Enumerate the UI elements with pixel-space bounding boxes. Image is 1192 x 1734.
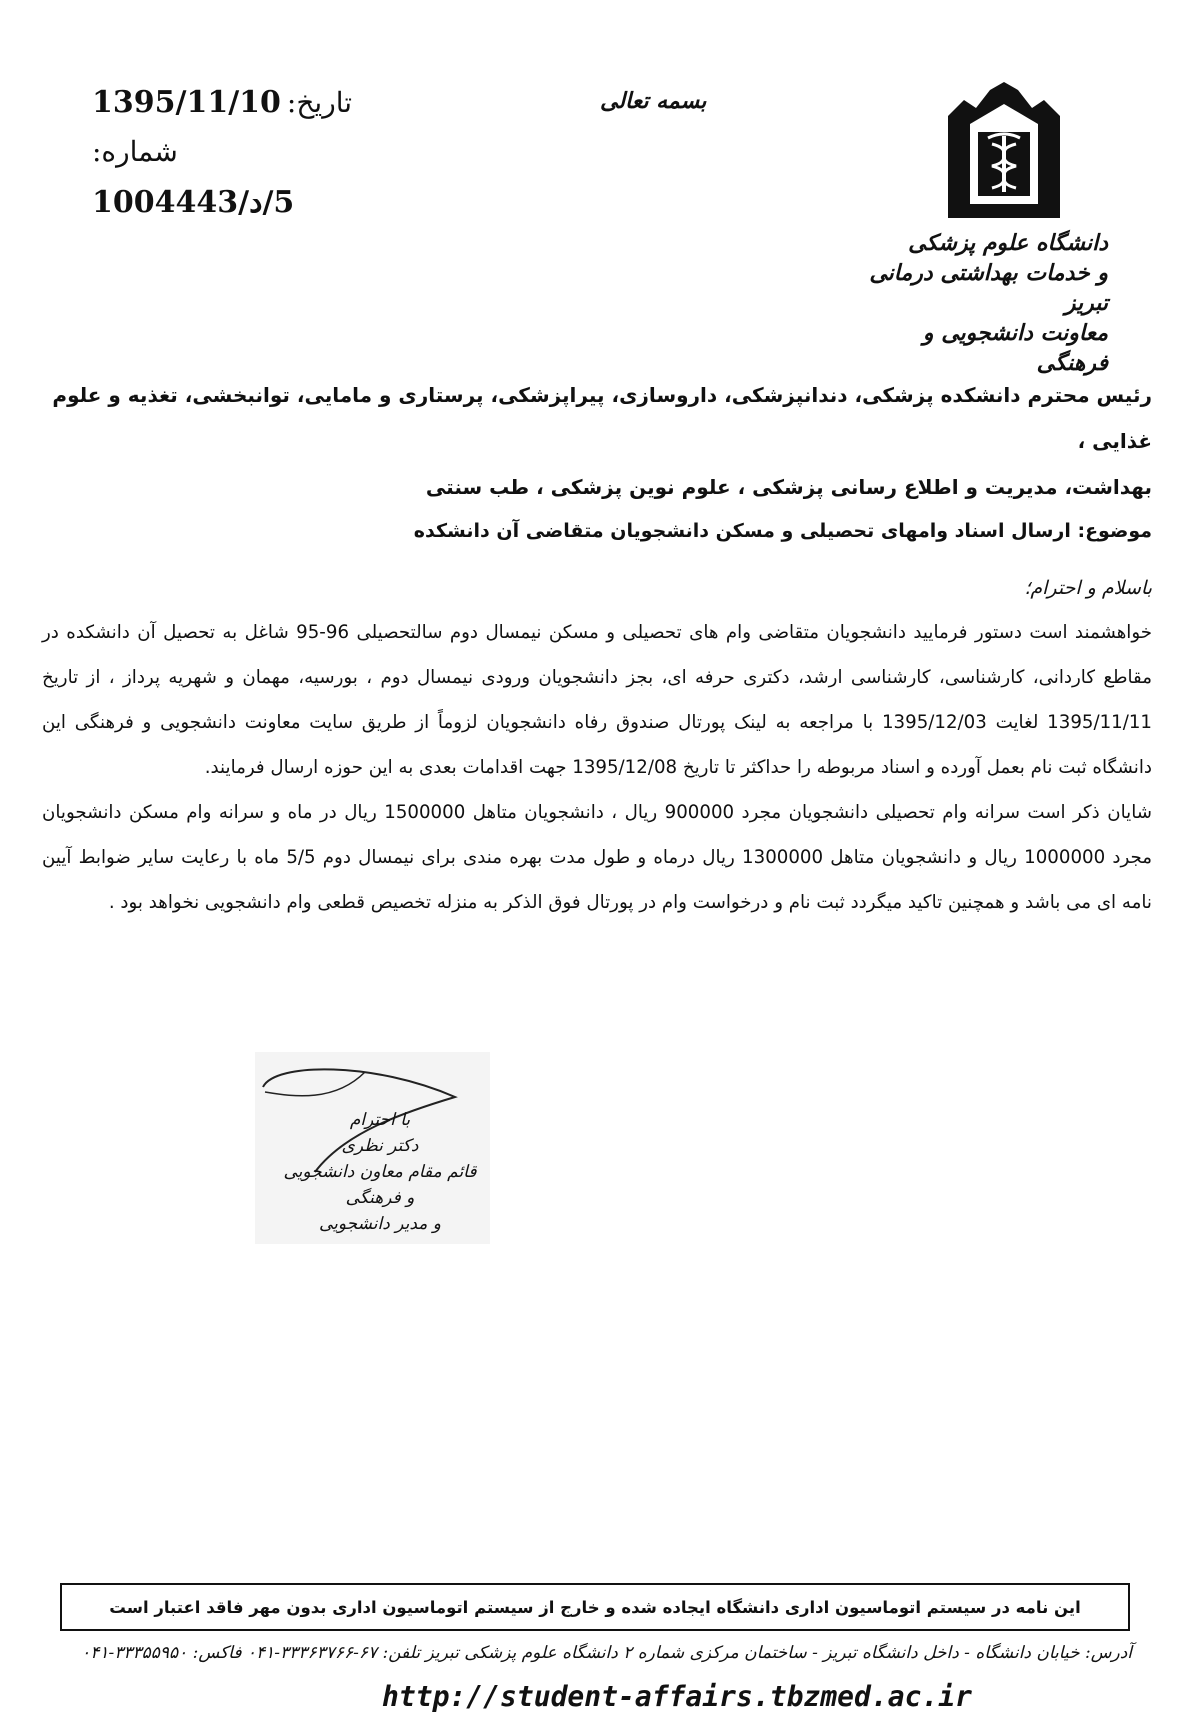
institution-line: دانشگاه علوم پزشکی — [908, 230, 1108, 256]
institution-line: و خدمات بهداشتی درمانی تبریز — [869, 260, 1108, 316]
number-label: شماره: — [92, 135, 178, 168]
addressee-line: رئیس محترم دانشکده پزشکی، دندانپزشکی، داروسازی، پیراپزشکی، پرستاری و مامایی، توانبخشی، تغذیه و علوم غذایی ، — [52, 383, 1152, 453]
number-value: 5/د/1004443 — [92, 185, 295, 220]
subject-line: موضوع: ارسال اسناد وامهای تحصیلی و مسکن دانشجویان متقاضی آن دانشکده — [413, 520, 1152, 542]
addressee-line: بهداشت، مدیریت و اطلاع رسانی پزشکی ، علوم نوین پزشکی ، طب سنتی — [425, 475, 1152, 499]
footer-website-link[interactable]: http://student-affairs.tbzmed.ac.ir — [382, 1680, 973, 1713]
body-paragraph: خواهشمند است دستور فرمایید دانشجویان متقاضی وام های تحصیلی و مسکن نیمسال دوم سالتحصیلی 96-95 شاغل به تحصیل آن دانشکده در مقاطع کاردانی، کارشناسی، کارشناسی ارشد، دکتری حرفه ای، بجز دانشجویان ورودی نیمسال دوم ، بورسیه، مهمان و شهریه پرداز ، از تاریخ 1395/11/11 لغایت 1395/12/03 با مراجعه به لینک پورتال صندوق رفاه دانشجویان لزوماً از طریق سایت معاونت دانشجویی و فرهنگی این دانشگاه ثبت نام بعمل آورده و اسناد مربوطه را حداکثر تا تاریخ 1395/12/08 جهت اقدامات بعدی به این حوزه ارسال فرمایند. — [42, 622, 1152, 778]
signature-name: دکتر نظری — [341, 1136, 419, 1156]
university-logo-icon — [944, 78, 1064, 223]
signature-block — [255, 1052, 490, 1244]
date-value: 1395/11/10 — [92, 85, 281, 120]
signature-text — [280, 1107, 480, 1237]
date-row — [92, 85, 353, 135]
institution-name — [848, 228, 1108, 378]
automation-notice-text: این نامه در سیستم اتوماسیون اداری دانشگاه ایجاده شده و خارج از سیستم اتوماسیون اداری بدون مهر فاقد اعتبار است — [109, 1597, 1081, 1617]
signature-role: و مدیر دانشجویی — [318, 1214, 441, 1234]
institution-line: معاونت دانشجویی و فرهنگی — [922, 320, 1108, 376]
basmala-heading: بسمه تعالی — [600, 88, 707, 114]
letter-body — [42, 610, 1152, 925]
signature-title: قائم مقام معاون دانشجویی و فرهنگی — [283, 1162, 477, 1208]
automation-notice — [60, 1583, 1130, 1631]
body-paragraph: شایان ذکر است سرانه وام تحصیلی دانشجویان مجرد 900000 ریال ، دانشجویان متاهل 1500000 ریال در ماه و سرانه وام مسکن دانشجویان مجرد 1000000 ریال و دانشجویان متاهل 1300000 ریال درماه و طول مدت بهره مندی برای نیمسال دوم 5/5 ماه با رعایت سایر ضوابط آیین نامه ای می باشد و همچنین تاکید میگردد ثبت نام و درخواست وام در پورتال فوق الذکر به منزله تخصیص قطعی وام دانشجویی نخواهد بود . — [42, 802, 1152, 913]
date-label: تاریخ: — [286, 86, 353, 119]
number-value-row — [92, 185, 342, 235]
greeting: باسلام و احترام؛ — [1024, 577, 1152, 599]
footer-address: آدرس: خیابان دانشگاه - داخل دانشگاه تبریز - ساختمان مرکزی شماره ۲ دانشگاه علوم پزشکی تبریز تلفن: ۶۷-۳۳۳۶۳۷۶۶-۰۴۱ فاکس: ۳۳۳۵۵۹۵۰-۰۴۱ — [81, 1643, 1132, 1663]
letter-meta — [92, 85, 353, 235]
addressee — [52, 372, 1152, 510]
number-row — [92, 135, 342, 185]
signature-closing: با احترام — [349, 1110, 411, 1130]
